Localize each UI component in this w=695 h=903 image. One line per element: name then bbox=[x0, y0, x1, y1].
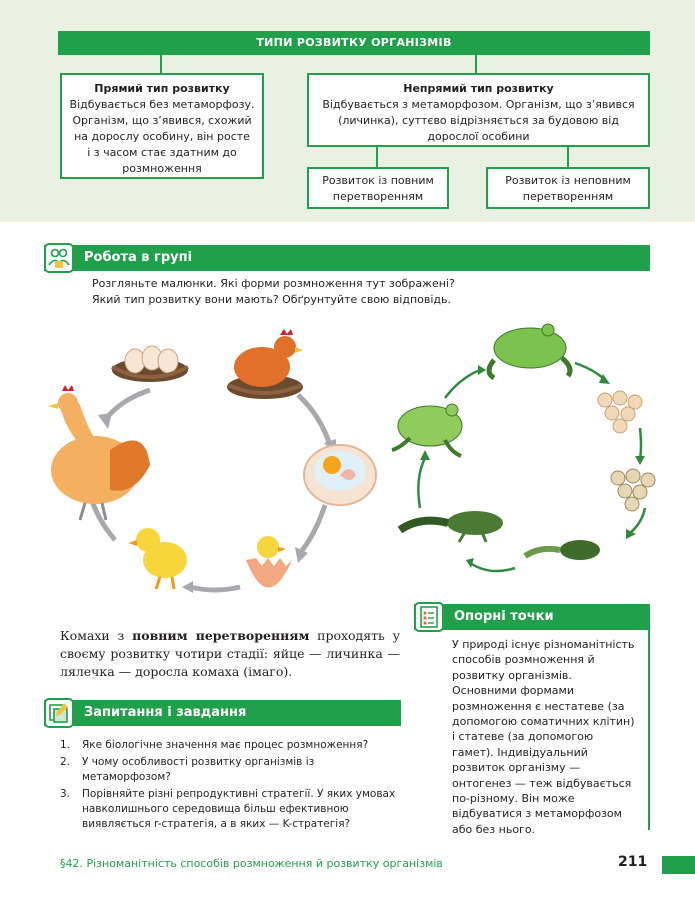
questions-title: Запитання і завдання bbox=[84, 705, 247, 720]
chicken-life-cycle-illustration bbox=[40, 325, 390, 600]
connector bbox=[567, 147, 569, 169]
cycle-arrow bbox=[298, 395, 330, 445]
hatching-chick-icon bbox=[246, 536, 292, 588]
group-icon bbox=[44, 243, 74, 273]
incomplete-line: перетворенням bbox=[522, 190, 614, 203]
question-text: Яке біологічне значення має процес розмноження? bbox=[82, 739, 369, 751]
direct-line: на дорослу особину, він росте bbox=[74, 130, 250, 143]
frog-eggs-icon bbox=[598, 391, 642, 433]
group-work-title: Робота в групі bbox=[84, 250, 193, 265]
questions-icon bbox=[44, 698, 74, 728]
questions-list bbox=[60, 738, 400, 832]
indirect-development-box bbox=[307, 73, 650, 147]
chick-icon bbox=[128, 528, 187, 589]
section-title: §42. Різноманітність способів розмноження й розвитку організмів bbox=[60, 857, 443, 870]
page-number: 211 bbox=[618, 854, 648, 870]
hen-icon bbox=[48, 385, 150, 520]
group-work-text bbox=[92, 276, 652, 308]
nest-with-eggs-icon bbox=[112, 346, 188, 382]
group-work-header bbox=[44, 245, 650, 271]
insect-text-bold: повним перетворенням bbox=[132, 628, 310, 643]
key-points-text: У природі існує різноманітність способів розмноження й розвитку організмів. Основними формами розмноження є нестатеве (за допомогою соматичних клітин) і статеве (за допомогою гамет). Індивідуальний розвиток організму — онтогенез — теж відбувається по-різному. Він може відбуватися з метаморфозом або без нього. bbox=[452, 638, 635, 836]
cycle-arrow bbox=[575, 363, 605, 380]
young-frog-icon bbox=[392, 404, 462, 456]
complete-metamorphosis-box bbox=[307, 167, 449, 209]
complete-line: перетворенням bbox=[332, 190, 424, 203]
cycle-arrow bbox=[470, 563, 515, 571]
indirect-heading: Непрямий тип розвитку bbox=[403, 82, 554, 95]
cycle-arrow bbox=[105, 390, 150, 420]
indirect-line: Відбувається з метаморфозом. Організм, що з’явився bbox=[322, 98, 635, 111]
key-points-title: Опорні точки bbox=[454, 609, 554, 624]
question-number: 1. bbox=[60, 739, 71, 751]
cycle-arrow bbox=[190, 587, 240, 590]
direct-heading: Прямий тип розвитку bbox=[94, 82, 230, 95]
question-item bbox=[60, 787, 400, 832]
insect-development-text bbox=[60, 627, 400, 681]
question-text: У чому особливості розвитку організмів із метаморфозом? bbox=[82, 756, 315, 783]
question-item bbox=[60, 738, 400, 753]
connector bbox=[475, 55, 477, 73]
egg-embryo-icon bbox=[304, 445, 376, 505]
insect-text-part: проходять у своєму розвитку чотири стадії: яйце — личинка — лялечка — доросла комаха (імаго). bbox=[60, 628, 400, 679]
incomplete-metamorphosis-box bbox=[486, 167, 650, 209]
diagram-title: ТИПИ РОЗВИТКУ ОРГАНІЗМІВ bbox=[58, 31, 650, 55]
cycle-arrow bbox=[630, 508, 645, 533]
connector bbox=[376, 147, 378, 169]
complete-line: Розвиток із повним bbox=[322, 174, 434, 187]
connector bbox=[160, 55, 162, 73]
question-number: 3. bbox=[60, 788, 71, 800]
key-points-border bbox=[648, 630, 650, 830]
question-item bbox=[60, 755, 400, 785]
key-points-header bbox=[414, 604, 650, 630]
insect-text-part: Комахи з bbox=[60, 628, 133, 643]
hen-on-nest-icon bbox=[227, 329, 303, 399]
checklist-icon bbox=[414, 602, 444, 632]
group-work-line: Який тип розвитку вони мають? Обґрунтуйте свою відповідь. bbox=[92, 293, 452, 306]
direct-line: розмноження bbox=[122, 162, 202, 175]
cycle-arrow bbox=[418, 458, 425, 508]
direct-line: і з часом стає здатним до bbox=[87, 146, 237, 159]
cycle-arrow bbox=[640, 428, 641, 458]
frog-life-cycle-illustration bbox=[390, 318, 695, 580]
tadpole-icon bbox=[525, 540, 600, 560]
group-work-line: Розгляньте малюнки. Які форми розмноження тут зображені? bbox=[92, 277, 455, 290]
incomplete-line: Розвиток із неповним bbox=[505, 174, 631, 187]
cycle-arrow bbox=[300, 505, 325, 553]
questions-header bbox=[44, 700, 401, 726]
indirect-line: дорослої особини bbox=[427, 130, 530, 143]
question-text: Порівняйте різні репродуктивні стратегії. У яких умовах навколишнього середовища більш ефективною виявляється r-стратегія, а в яких — K-стратегія? bbox=[82, 788, 396, 830]
indirect-line: (личинка), суттєво відрізняється за будовою від bbox=[338, 114, 619, 127]
tadpole-with-legs-icon bbox=[400, 511, 503, 542]
direct-development-box bbox=[60, 73, 264, 179]
developing-eggs-icon bbox=[611, 469, 655, 511]
direct-line: Відбувається без метаморфозу. bbox=[69, 98, 255, 111]
question-number: 2. bbox=[60, 756, 71, 768]
page-tab bbox=[662, 856, 695, 874]
adult-frog-icon bbox=[489, 324, 570, 378]
cycle-arrow bbox=[445, 370, 480, 398]
direct-line: Організм, що з’явився, схожий bbox=[72, 114, 252, 127]
